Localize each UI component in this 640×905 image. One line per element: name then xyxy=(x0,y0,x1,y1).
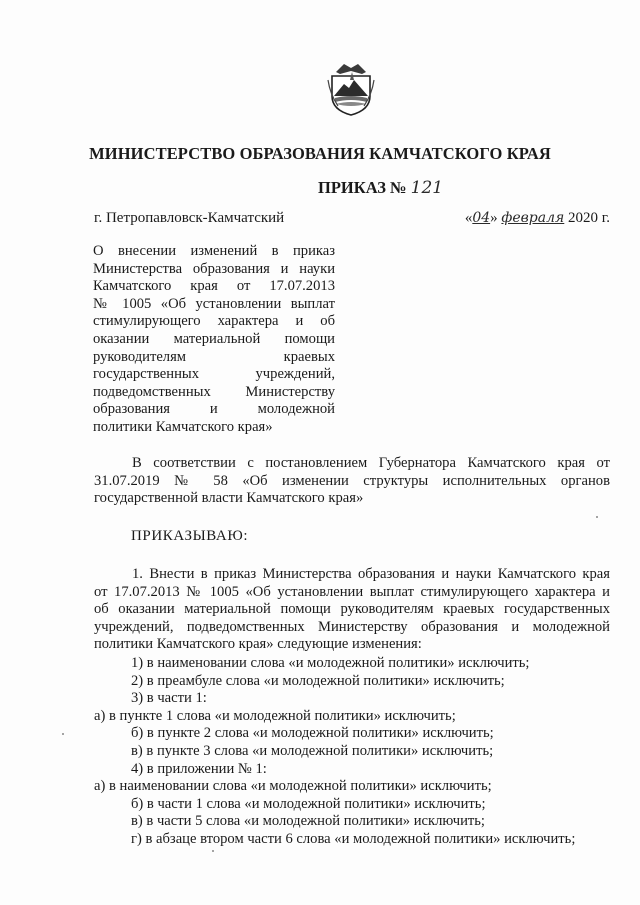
preamble xyxy=(94,455,610,508)
order-date: «04» февраля 2020 г. xyxy=(464,210,610,226)
point-1-line: об оказании материальной помощи руководителям краевых государственных xyxy=(94,601,610,618)
subject-line: Камчатского края от 17.07.2013 xyxy=(93,278,335,295)
date-month-handwritten: февраля xyxy=(501,210,565,226)
subject-line: стимулирующего характера и об xyxy=(93,313,335,330)
ministry-title: МИНИСТЕРСТВО ОБРАЗОВАНИЯ КАМЧАТСКОГО КРАЯ xyxy=(89,144,551,163)
order-number-handwritten: 121 xyxy=(410,178,444,198)
subject-line: руководителям краевых xyxy=(93,348,335,365)
subject-line: О внесении изменений в приказ xyxy=(93,243,335,259)
date-day-handwritten: 04 xyxy=(472,210,491,226)
point-1 xyxy=(94,566,610,654)
order-label: ПРИКАЗ № xyxy=(318,178,407,197)
date-year: 2020 г. xyxy=(568,210,610,226)
list-item: а) в наименовании слова «и молодежной политики» исключить; xyxy=(94,778,492,795)
amendment-list xyxy=(94,655,576,849)
subject-line: политики Камчатского края» xyxy=(93,418,273,435)
point-1-line: от 17.07.2013 № 1005 «Об установлении выплат стимулирующего характера и xyxy=(94,583,610,600)
subject-line: государственных учреждений, xyxy=(93,366,335,383)
preamble-line: В соответствии с постановлением Губернатора Камчатского края от xyxy=(132,455,610,471)
subject-line: № 1005 «Об установлении выплат xyxy=(93,295,335,312)
order-title xyxy=(318,178,443,198)
point-1-line: учреждений, подведомственных Министерству образования и молодежной xyxy=(94,618,610,635)
scan-speck xyxy=(212,850,214,852)
subject-line: оказании материальной помощи xyxy=(93,330,335,347)
orders-heading: ПРИКАЗЫВАЮ: xyxy=(131,528,249,544)
subject-line: образования и молодежной xyxy=(93,401,335,418)
list-item: 4) в приложении № 1: xyxy=(131,760,267,777)
point-1-line: 1. Внести в приказ Министерства образования и науки Камчатского края xyxy=(132,566,610,582)
preamble-line: государственной власти Камчатского края» xyxy=(94,490,364,507)
list-item: 2) в преамбуле слова «и молодежной политики» исключить; xyxy=(131,672,505,689)
point-1-line: политики Камчатского края» следующие изменения: xyxy=(94,636,422,653)
subject-line: Министерства образования и науки xyxy=(93,260,335,277)
order-subject xyxy=(93,243,335,437)
list-item: а) в пункте 1 слова «и молодежной политики» исключить; xyxy=(94,707,456,724)
list-item: в) в части 5 слова «и молодежной политики» исключить; xyxy=(131,813,485,830)
list-item: 1) в наименовании слова «и молодежной политики» исключить; xyxy=(131,655,530,671)
city: г. Петропавловск-Камчатский xyxy=(94,210,285,226)
list-item: в) в пункте 3 слова «и молодежной политики» исключить; xyxy=(131,742,494,759)
list-item: б) в части 1 слова «и молодежной политики» исключить; xyxy=(131,795,486,812)
subject-line: подведомственных Министерству xyxy=(93,383,335,400)
list-item: б) в пункте 2 слова «и молодежной политики» исключить; xyxy=(131,725,494,742)
preamble-line: 31.07.2019 № 58 «Об изменении структуры исполнительных органов xyxy=(94,472,610,489)
scan-speck xyxy=(62,733,64,735)
coat-of-arms-icon xyxy=(326,58,376,116)
list-item: 3) в части 1: xyxy=(131,690,207,707)
list-item: г) в абзаце втором части 6 слова «и молодежной политики» исключить; xyxy=(131,830,576,847)
scan-speck xyxy=(596,516,598,518)
